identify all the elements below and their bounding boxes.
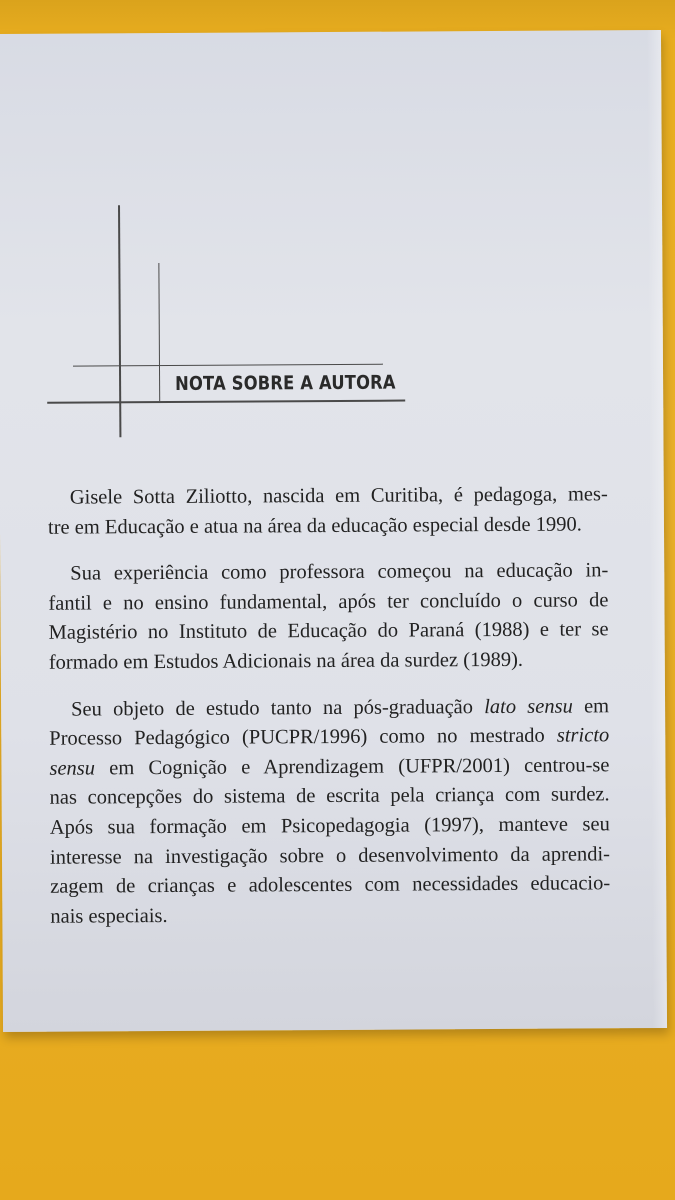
text-line: tre em Educação e atua na área da educação especial desde 1990. [47, 513, 582, 539]
text-line: formado em Estudos Adicionais na área da surdez (1989). [48, 648, 524, 674]
text-run: em Cognição e Aprendizagem (UFPR/2001) centrou-se [94, 754, 610, 780]
paragraph [48, 480, 608, 543]
text-line [49, 751, 609, 784]
text-run: Processo Pedagógico (PUCPR/1996) como no mestrado [49, 724, 557, 750]
decorative-vertical-rule-short [158, 263, 160, 401]
text-line: nais especiais. [50, 904, 168, 928]
book-page [0, 30, 667, 1032]
text-line: Sua experiência como professora começou na educação in- [70, 559, 609, 585]
paragraph [48, 557, 609, 679]
text-line [49, 721, 609, 754]
body-text [48, 480, 611, 949]
text-line: Após sua formação em Psicopedagogia (1997), manteve seu [49, 813, 610, 839]
italic-term: lato sensu [484, 695, 573, 718]
text-line: interesse na investigação sobre o desenvolvimento da aprendi- [49, 842, 611, 869]
italic-term: sensu [49, 757, 96, 780]
text-line: zagem de crianças e adolescentes com necessidades educacio- [50, 872, 611, 898]
text-run: em [572, 694, 610, 718]
text-line [49, 692, 609, 725]
text-run: Seu objeto de estudo tanto na pós-graduação [71, 695, 485, 721]
italic-term: stricto [556, 724, 610, 747]
decorative-horizontal-rule-bottom [47, 400, 405, 404]
text-line: nas concepções do sistema de escrita pela criança com surdez. [49, 783, 610, 810]
text-line: Gisele Sotta Ziliotto, nascida em Curitiba, é pedagoga, mes- [69, 483, 608, 509]
paragraph [49, 692, 610, 932]
text-line: fantil e no ensino fundamental, após ter concluído o curso de [48, 589, 609, 615]
text-line: Magistério no Instituto de Educação do Paraná (1988) e ter se [48, 618, 609, 645]
section-heading: NOTA SOBRE A AUTORA [175, 371, 396, 395]
